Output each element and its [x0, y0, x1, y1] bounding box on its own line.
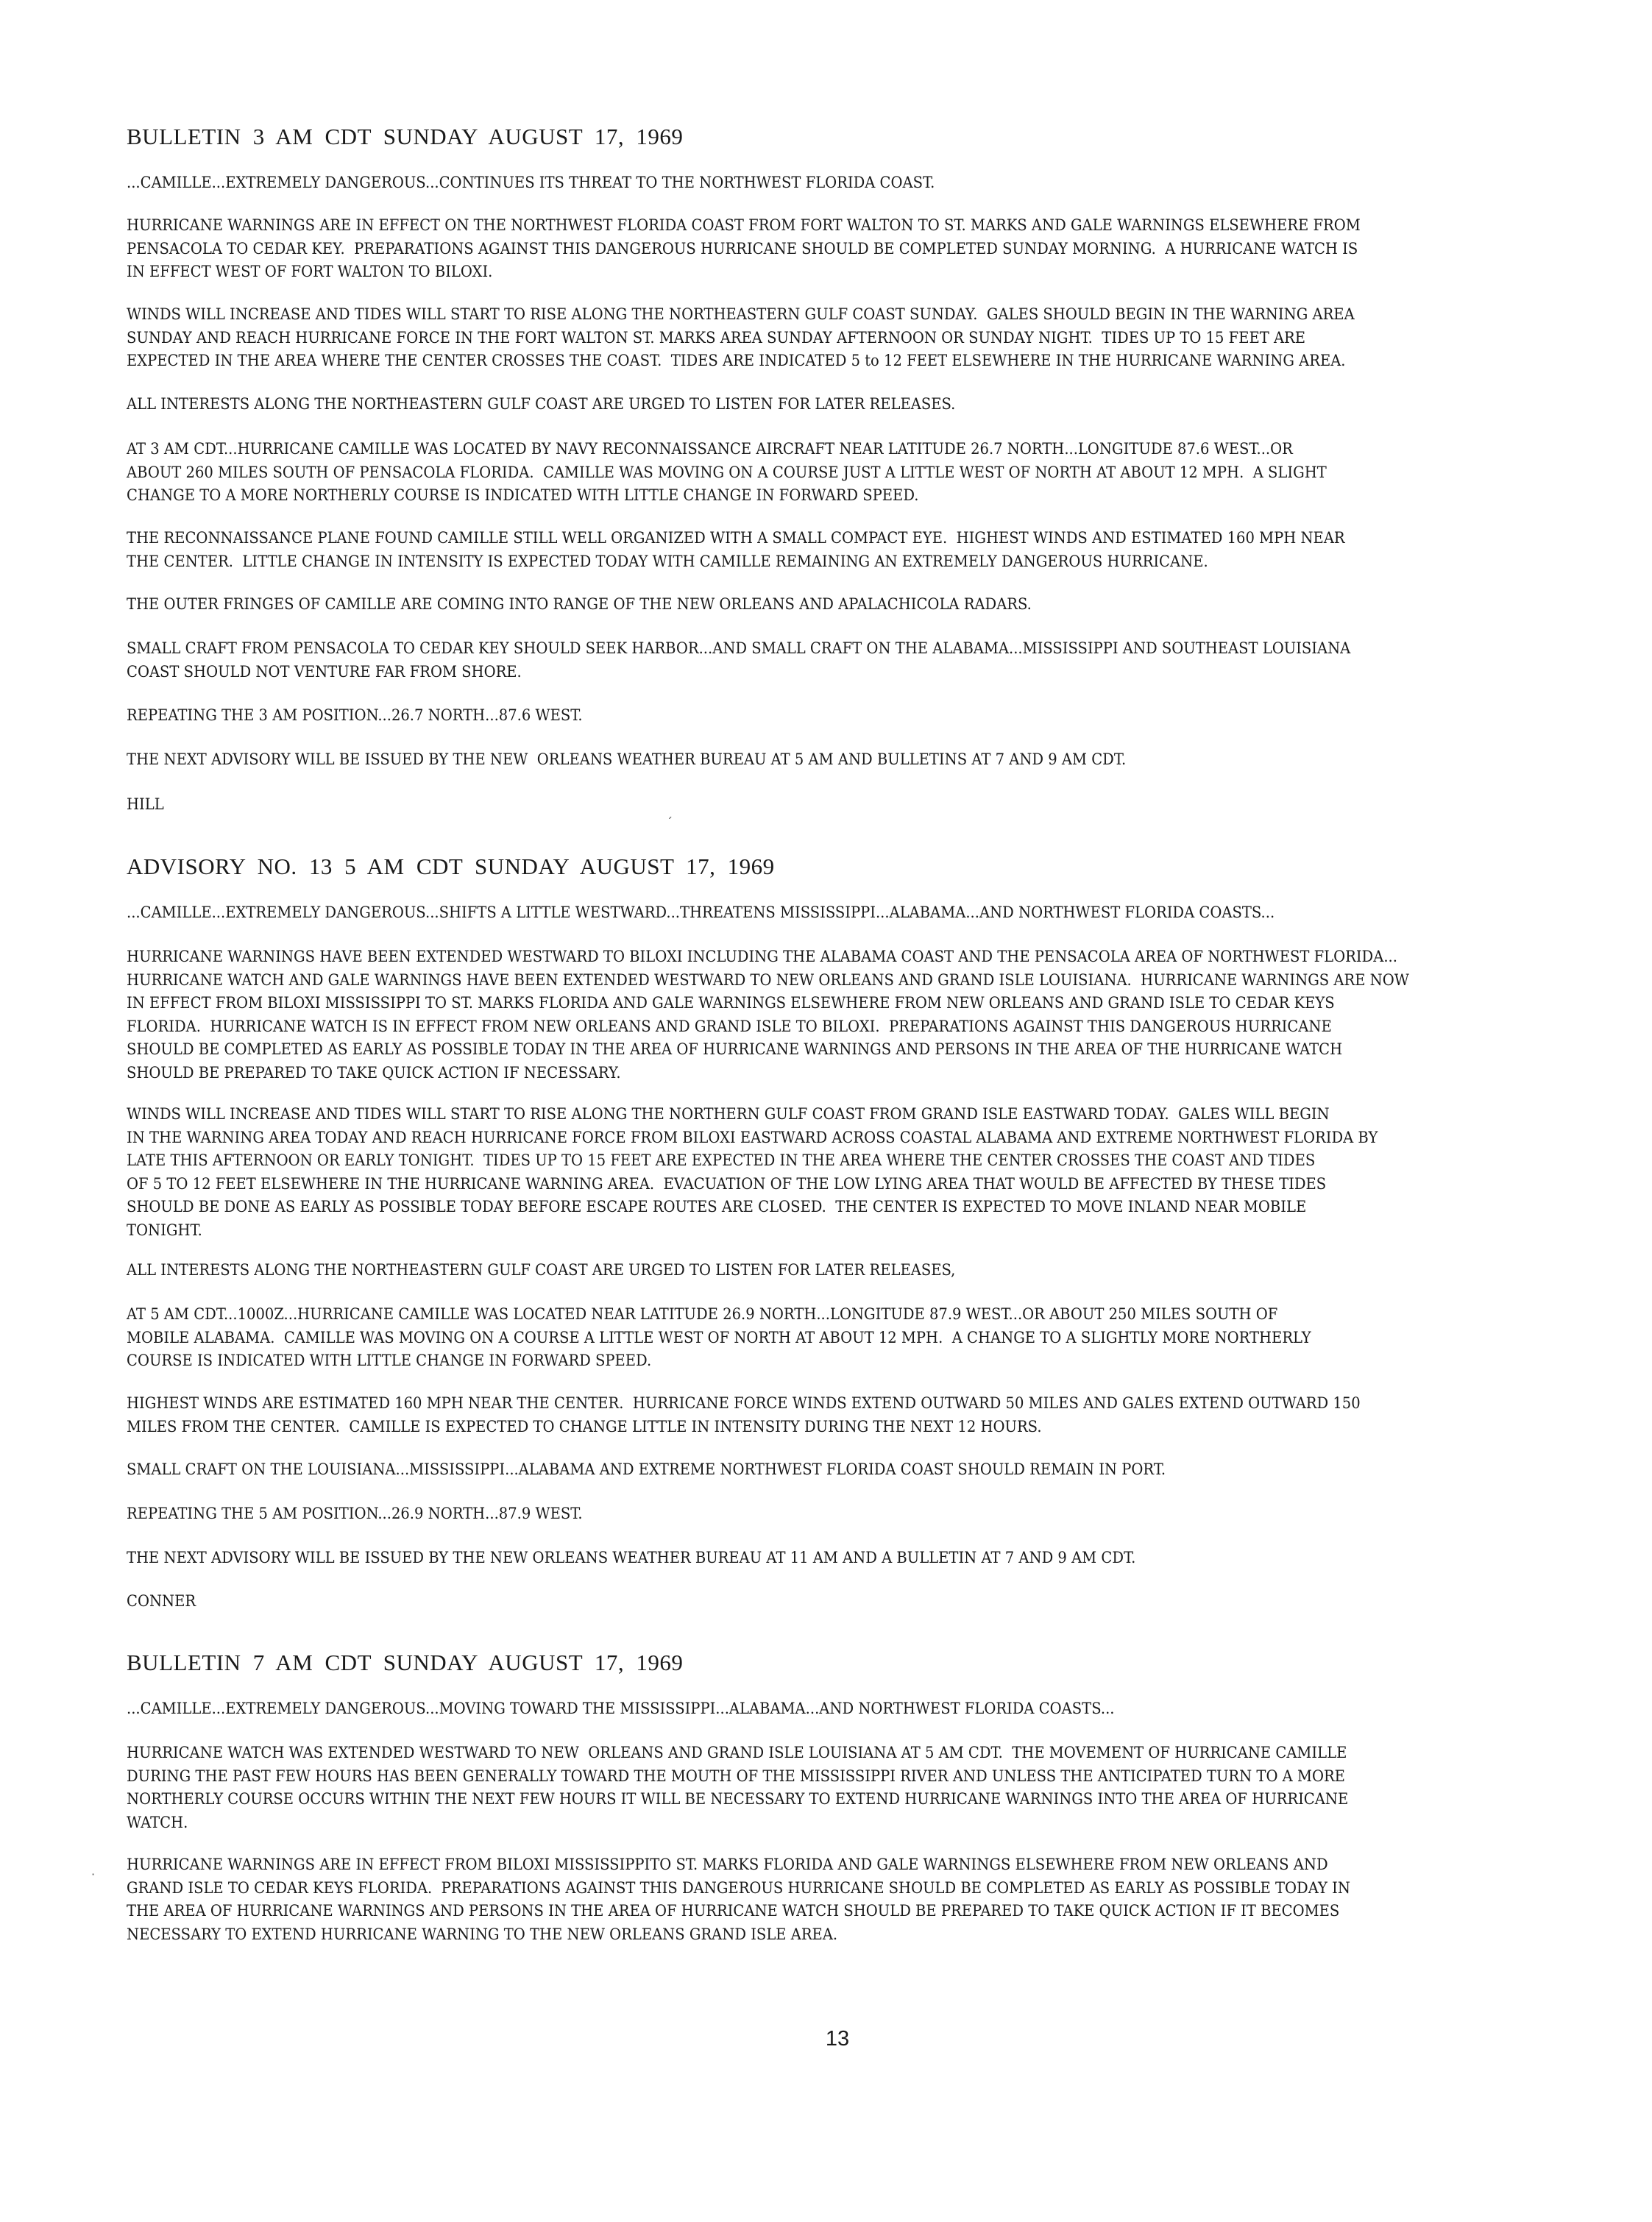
bulletin-7am-headline: ...CAMILLE...EXTREMELY DANGEROUS...MOVING TOWARD THE MISSISSIPPI...ALABAMA...AND NORTHWEST FLORIDA COASTS... — [127, 1700, 1115, 1717]
bulletin-3am-warnings-paragraph: HURRICANE WARNINGS ARE IN EFFECT ON THE NORTHWEST FLORIDA COAST FROM FORT WALTON TO ST. MARKS AND GALE WARNINGS ELSEWHERE FROM PENSACOLA TO CEDAR KEY. PREPARATIONS AGAINST THIS DANGEROUS HURRICANE SHOULD BE COMPLETED SUNDAY MORNING. A HURRICANE WATCH IS IN EFFECT WEST OF FORT WALTON TO BILOXI. — [127, 216, 1361, 280]
advisory-13-headline: ...CAMILLE...EXTREMELY DANGEROUS...SHIFTS A LITTLE WESTWARD...THREATENS MISSISSIPPI...ALABAMA...AND NORTHWEST FLORIDA COASTS... — [127, 904, 1275, 921]
advisory-13-winds-estimate-paragraph: HIGHEST WINDS ARE ESTIMATED 160 MPH NEAR THE CENTER. HURRICANE FORCE WINDS EXTEND OUTWARD 50 MILES AND GALES EXTEND OUTWARD 150 MILES FROM THE CENTER. CAMILLE IS EXPECTED TO CHANGE LITTLE IN INTENSITY DURING THE NEXT 12 HOURS. — [127, 1394, 1361, 1435]
bulletin-3am-heading: BULLETIN 3 AM CDT SUNDAY AUGUST 17, 1969 — [127, 124, 684, 149]
bulletin-7am-watch-paragraph: HURRICANE WATCH WAS EXTENDED WESTWARD TO NEW ORLEANS AND GRAND ISLE LOUISIANA AT 5 AM CDT. THE MOVEMENT OF HURRICANE CAMILLE DURING THE PAST FEW HOURS HAS BEEN GENERALLY TOWARD THE MOUTH OF THE MISSISSIPPI RIVER AND UNLESS THE ANTICIPATED TURN TO A MORE NORTHERLY COURSE OCCURS WITHIN THE NEXT FEW HOURS IT WILL BE NECESSARY TO EXTEND HURRICANE WARNINGS INTO THE AREA OF HURRICANE WATCH. — [127, 1744, 1349, 1831]
bulletin-3am-recon-paragraph: THE RECONNAISSANCE PLANE FOUND CAMILLE STILL WELL ORGANIZED WITH A SMALL COMPACT EYE. HIGHEST WINDS AND ESTIMATED 160 MPH NEAR THE CENTER. LITTLE CHANGE IN INTENSITY IS EXPECTED TODAY WITH CAMILLE REMAINING AN EXTREMELY DANGEROUS HURRICANE. — [127, 529, 1345, 570]
bulletin-7am-warnings-paragraph: HURRICANE WARNINGS ARE IN EFFECT FROM BILOXI MISSISSIPPITO ST. MARKS FLORIDA AND GALE WARNINGS ELSEWHERE FROM NEW ORLEANS AND GRAND ISLE TO CEDAR KEYS FLORIDA. PREPARATIONS AGAINST THIS DANGEROUS HURRICANE SHOULD BE COMPLETED AS EARLY AS POSSIBLE TODAY IN THE AREA OF HURRICANE WARNINGS AND PERSONS IN THE AREA OF HURRICANE WATCH SHOULD BE PREPARED TO TAKE QUICK ACTION IF IT BECOMES NECESSARY TO EXTEND HURRICANE WARNING TO THE NEW ORLEANS GRAND ISLE AREA. — [127, 1856, 1350, 1943]
advisory-13-heading: ADVISORY NO. 13 5 AM CDT SUNDAY AUGUST 17, 1969 — [127, 853, 775, 879]
advisory-13-small-craft-paragraph: SMALL CRAFT ON THE LOUISIANA...MISSISSIPPI...ALABAMA AND EXTREME NORTHWEST FLORIDA COAST SHOULD REMAIN IN PORT. — [127, 1460, 1166, 1478]
advisory-13-interests-paragraph: ALL INTERESTS ALONG THE NORTHEASTERN GULF COAST ARE URGED TO LISTEN FOR LATER RELEASES, — [127, 1261, 956, 1279]
advisory-13-location-paragraph: AT 5 AM CDT...1000Z...HURRICANE CAMILLE WAS LOCATED NEAR LATITUDE 26.9 NORTH...LONGITUDE 87.9 WEST...OR ABOUT 250 MILES SOUTH OF MOBILE ALABAMA. CAMILLE WAS MOVING ON A COURSE A LITTLE WEST OF NORTH AT ABOUT 12 MPH. A CHANGE TO A SLIGHTLY MORE NORTHERLY COURSE IS INDICATED WITH LITTLE CHANGE IN FORWARD SPEED. — [127, 1305, 1311, 1369]
bulletin-3am-next-advisory-paragraph: THE NEXT ADVISORY WILL BE ISSUED BY THE NEW ORLEANS WEATHER BUREAU AT 5 AM AND BULLETINS AT 7 AND 9 AM CDT. — [127, 750, 1127, 768]
bulletin-3am-signature: HILL — [127, 795, 164, 813]
bulletin-7am-heading: BULLETIN 7 AM CDT SUNDAY AUGUST 17, 1969 — [127, 1650, 684, 1675]
advisory-13-winds-paragraph: WINDS WILL INCREASE AND TIDES WILL START TO RISE ALONG THE NORTHERN GULF COAST FROM GRAND ISLE EASTWARD TODAY. GALES WILL BEGIN IN THE WARNING AREA TODAY AND REACH HURRICANE FORCE FROM BILOXI EASTWARD ACROSS COASTAL ALABAMA AND EXTREME NORTHWEST FLORIDA BY LATE THIS AFTERNOON OR EARLY TONIGHT. TIDES UP TO 15 FEET ARE EXPECTED IN THE AREA WHERE THE CENTER CROSSES THE COAST AND TIDES OF 5 TO 12 FEET ELSEWHERE IN THE HURRICANE WARNING AREA. EVACUATION OF THE LOW LYING AREA THAT WOULD BE AFFECTED BY THESE TIDES SHOULD BE DONE AS EARLY AS POSSIBLE TODAY BEFORE ESCAPE ROUTES ARE CLOSED. THE CENTER IS EXPECTED TO MOVE INLAND NEAR MOBILE TONIGHT. — [127, 1105, 1378, 1239]
scan-speck: · — [91, 1867, 96, 1881]
bulletin-3am-headline: ...CAMILLE...EXTREMELY DANGEROUS...CONTINUES ITS THREAT TO THE NORTHWEST FLORIDA COAST. — [127, 174, 935, 191]
scan-speck: ˏ — [667, 805, 673, 819]
advisory-13-position-paragraph: REPEATING THE 5 AM POSITION...26.9 NORTH...87.9 WEST. — [127, 1505, 583, 1522]
bulletin-3am-position-paragraph: REPEATING THE 3 AM POSITION...26.7 NORTH...87.6 WEST. — [127, 706, 583, 724]
page-number: 13 — [825, 2027, 850, 2051]
bulletin-3am-winds-paragraph: WINDS WILL INCREASE AND TIDES WILL START TO RISE ALONG THE NORTHEASTERN GULF COAST SUNDAY. GALES SHOULD BEGIN IN THE WARNING AREA SUNDAY AND REACH HURRICANE FORCE IN THE FORT WALTON ST. MARKS AREA SUNDAY AFTERNOON OR SUNDAY NIGHT. TIDES UP TO 15 FEET ARE EXPECTED IN THE AREA WHERE THE CENTER CROSSES THE COAST. TIDES ARE INDICATED 5 to 12 FEET ELSEWHERE IN THE HURRICANE WARNING AREA. — [127, 305, 1355, 369]
advisory-13-next-advisory-paragraph: THE NEXT ADVISORY WILL BE ISSUED BY THE NEW ORLEANS WEATHER BUREAU AT 11 AM AND A BULLETIN AT 7 AND 9 AM CDT. — [127, 1549, 1136, 1566]
advisory-13-warnings-paragraph: HURRICANE WARNINGS HAVE BEEN EXTENDED WESTWARD TO BILOXI INCLUDING THE ALABAMA COAST AND THE PENSACOLA AREA OF NORTHWEST FLORIDA... HURRICANE WATCH AND GALE WARNINGS HAVE BEEN EXTENDED WESTWARD TO NEW ORLEANS AND GRAND ISLE LOUISIANA. HURRICANE WARNINGS ARE NOW IN EFFECT FROM BILOXI MISSISSIPPI TO ST. MARKS FLORIDA AND GALE WARNINGS ELSEWHERE FROM NEW ORLEANS AND GRAND ISLE TO CEDAR KEYS FLORIDA. HURRICANE WATCH IS IN EFFECT FROM NEW ORLEANS AND GRAND ISLE TO BILOXI. PREPARATIONS AGAINST THIS DANGEROUS HURRICANE SHOULD BE COMPLETED AS EARLY AS POSSIBLE TODAY IN THE AREA OF HURRICANE WARNINGS AND PERSONS IN THE AREA OF THE HURRICANE WATCH SHOULD BE PREPARED TO TAKE QUICK ACTION IF NECESSARY. — [127, 948, 1409, 1082]
bulletin-3am-interests-paragraph: ALL INTERESTS ALONG THE NORTHEASTERN GULF COAST ARE URGED TO LISTEN FOR LATER RELEASES. — [127, 395, 956, 413]
bulletin-3am-radar-paragraph: THE OUTER FRINGES OF CAMILLE ARE COMING INTO RANGE OF THE NEW ORLEANS AND APALACHICOLA RADARS. — [127, 595, 1032, 613]
bulletin-3am-location-paragraph: AT 3 AM CDT...HURRICANE CAMILLE WAS LOCATED BY NAVY RECONNAISSANCE AIRCRAFT NEAR LATITUDE 26.7 NORTH...LONGITUDE 87.6 WEST...OR ABOUT 260 MILES SOUTH OF PENSACOLA FLORIDA. CAMILLE WAS MOVING ON A COURSE JUST A LITTLE WEST OF NORTH AT ABOUT 12 MPH. A SLIGHT CHANGE TO A MORE NORTHERLY COURSE IS INDICATED WITH LITTLE CHANGE IN FORWARD SPEED. — [127, 440, 1327, 504]
bulletin-3am-small-craft-paragraph: SMALL CRAFT FROM PENSACOLA TO CEDAR KEY SHOULD SEEK HARBOR...AND SMALL CRAFT ON THE ALABAMA...MISSISSIPPI AND SOUTHEAST LOUISIANA COAST SHOULD NOT VENTURE FAR FROM SHORE. — [127, 639, 1351, 681]
advisory-13-signature: CONNER — [127, 1592, 196, 1610]
